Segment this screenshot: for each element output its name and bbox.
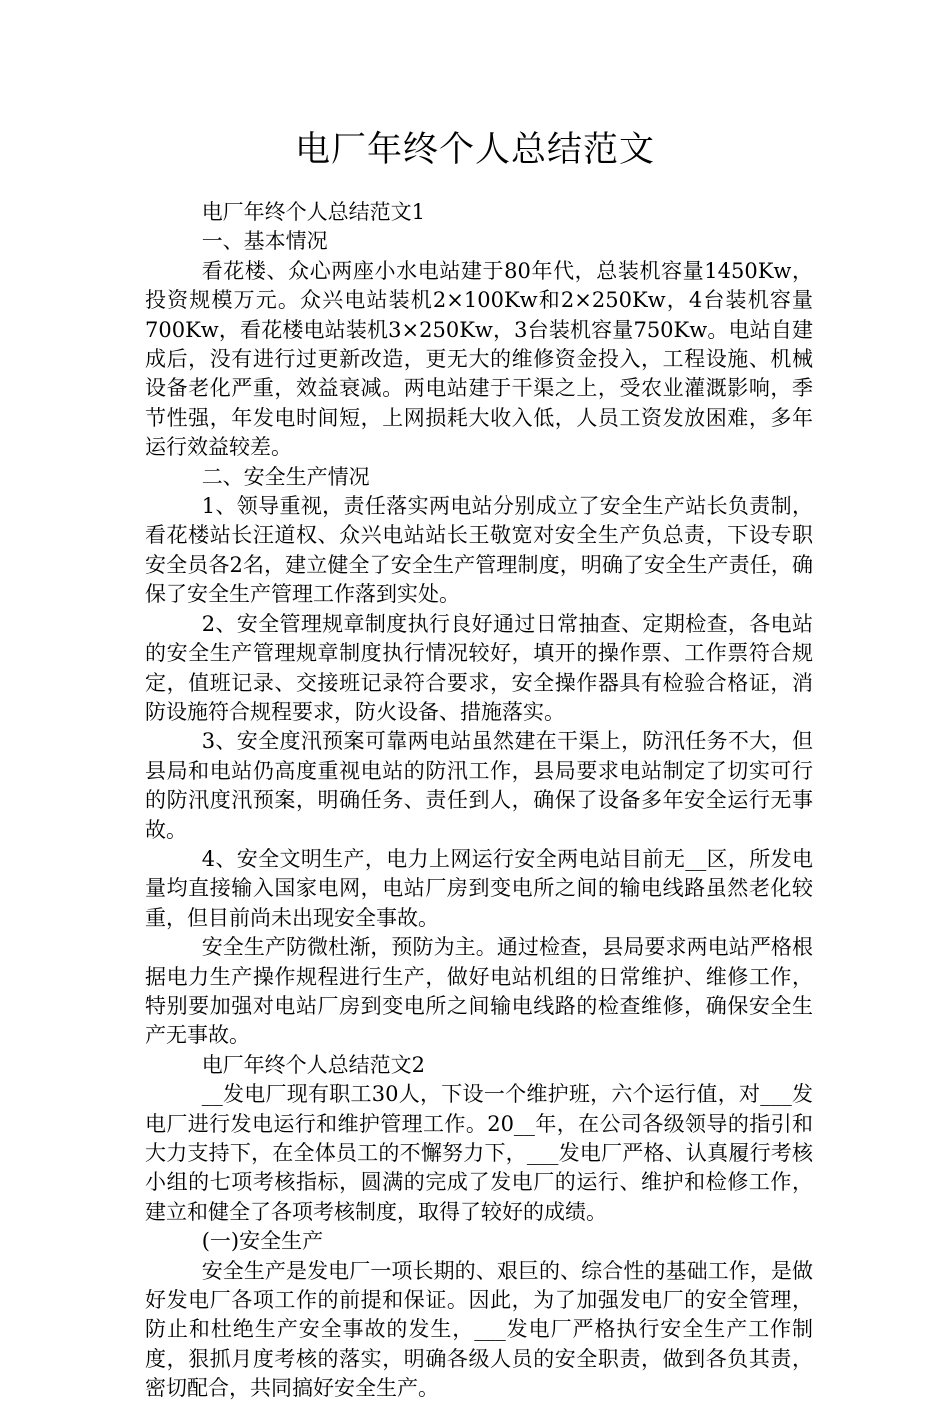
section-heading: (一)安全生产 bbox=[201, 1229, 324, 1254]
section-heading: 一、基本情况 bbox=[201, 229, 328, 254]
section-heading: 电厂年终个人总结范文1 bbox=[201, 200, 426, 224]
document-body bbox=[145, 198, 813, 1404]
body-paragraph: __发电厂现有职工30人，下设一个维护班，六个运行值，对___发电厂进行发电运行和维护管理工作。20__年，在公司各级领导的指引和大力支持下，在全体员工的不懈努力下，___发电厂严格、认真履行考核小组的七项考核指标，圆满的完成了发电厂的运行、维护和检修工作，建立和健全了各项考核制度，取得了较好的成绩。 bbox=[145, 1082, 813, 1224]
body-paragraph: 3、安全度汛预案可靠两电站虽然建在干渠上，防汛任务不大，但县局和电站仍高度重视电站的防汛工作，县局要求电站制定了切实可行的防汛度汛预案，明确任务、责任到人，确保了设备多年安全运行无事故。 bbox=[145, 729, 813, 842]
section-heading: 二、安全生产情况 bbox=[201, 464, 370, 489]
body-paragraph: 看花楼、众心两座小水电站建于80年代，总装机容量1450Kw，投资规模万元。众兴电站装机2×100Kw和2×250Kw，4台装机容量700Kw，看花楼电站装机3×250Kw，3台装机容量750Kw。电站自建成后，没有进行过更新改造，更无大的维修资金投入，工程设施、机械设备老化严重，效益衰减。两电站建于干渠之上，受农业灌溉影响，季节性强，年发电时间短，上网损耗大收入低，人员工资发放困难，多年运行效益较差。 bbox=[145, 258, 813, 460]
body-paragraph: 2、安全管理规章制度执行良好通过日常抽查、定期检查，各电站的安全生产管理规章制度执行情况较好，填开的操作票、工作票符合规定，值班记录、交接班记录符合要求，安全操作器具有检验合格证，消防设施符合规程要求，防火设备、措施落实。 bbox=[145, 611, 813, 724]
section-heading: 电厂年终个人总结范文2 bbox=[201, 1052, 426, 1077]
body-paragraph: 1、领导重视，责任落实两电站分别成立了安全生产站长负责制，看花楼站长汪道权、众兴电站站长王敬宽对安全生产负总责，下设专职安全员各2名，建立健全了安全生产管理制度，明确了安全生产责任，确保了安全生产管理工作落到实处。 bbox=[145, 494, 813, 607]
document-title: 电厂年终个人总结范文 bbox=[294, 130, 655, 170]
body-paragraph: 安全生产防微杜渐，预防为主。通过检查，县局要求两电站严格根据电力生产操作规程进行生产，做好电站机组的日常维护、维修工作，特别要加强对电站厂房到变电所之间输电线路的检查维修，确保安全生产无事故。 bbox=[145, 935, 813, 1048]
body-paragraph: 安全生产是发电厂一项长期的、艰巨的、综合性的基础工作，是做好发电厂各项工作的前提和保证。因此，为了加强发电厂的安全管理，防止和杜绝生产安全事故的发生，___发电厂严格执行安全生产工作制度，狠抓月度考核的落实，明确各级人员的安全职责，做到各负其责，密切配合，共同搞好安全生产。 bbox=[145, 1258, 813, 1401]
body-paragraph: 4、安全文明生产，电力上网运行安全两电站目前无__区，所发电量均直接输入国家电网，电站厂房到变电所之间的输电线路虽然老化较重，但目前尚未出现安全事故。 bbox=[145, 846, 813, 930]
